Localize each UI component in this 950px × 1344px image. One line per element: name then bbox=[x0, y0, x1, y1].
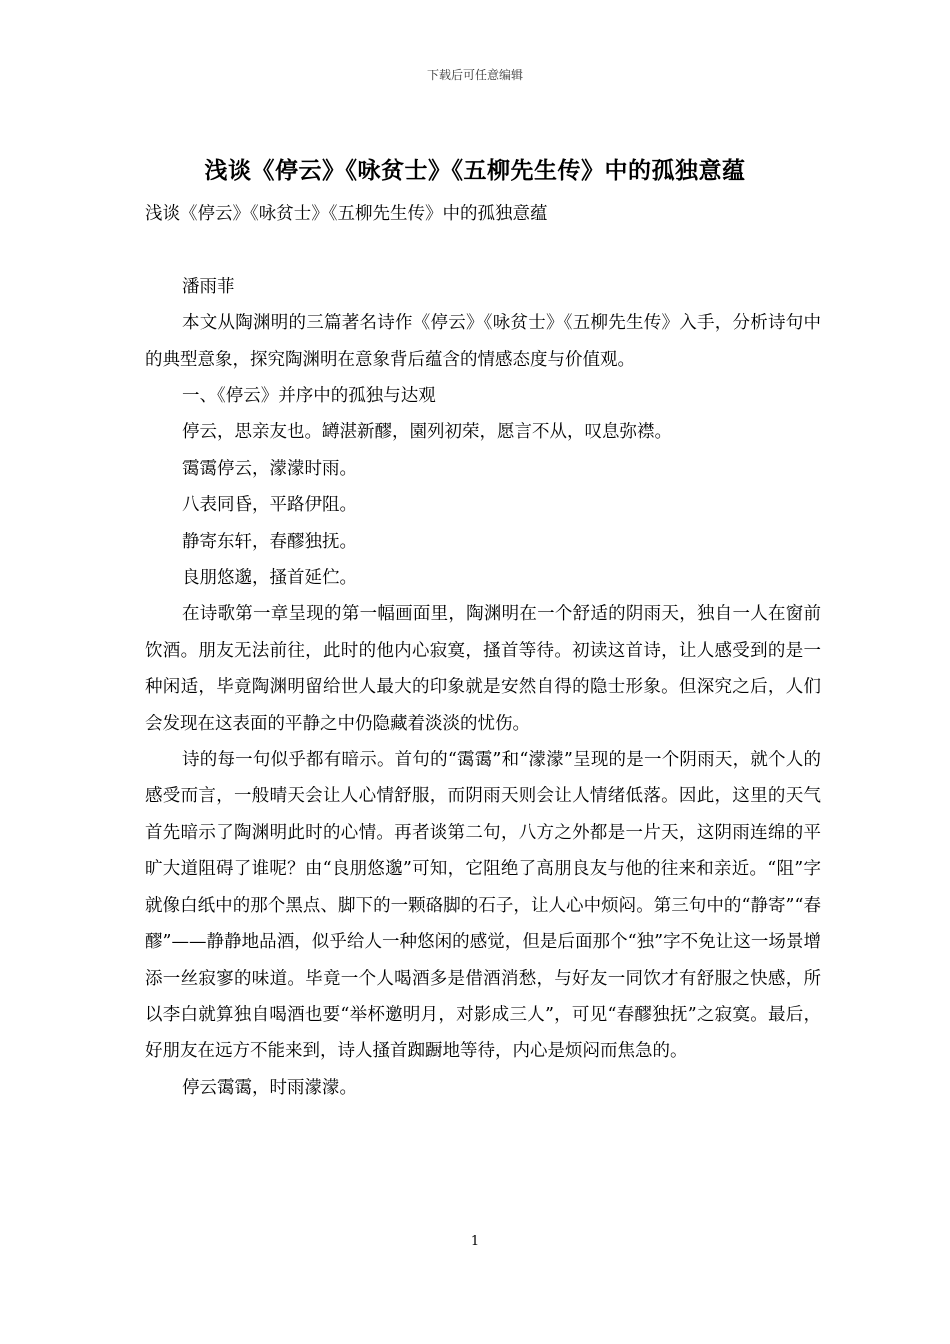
document-body bbox=[145, 196, 821, 1106]
poem-line: 八表同昏，平路伊阻。 bbox=[182, 495, 357, 516]
poem-line: 停云霭霭，时雨濛濛。 bbox=[182, 1077, 357, 1098]
poem-preface: 停云，思亲友也。罇湛新醪，園列初荣，愿言不从，叹息弥襟。 bbox=[182, 422, 672, 443]
body-paragraph: 在诗歌第一章呈现的第一幅画面里，陶渊明在一个舒适的阴雨天，独自一人在窗前饮酒。朋友无法前往，此时的他内心寂寞，搔首等待。初读这首诗，让人感受到的是一种闲适，毕竟陶渊明留给世人最大的印象就是安然自得的隐士形象。但深究之后，人们会发现在这表面的平静之中仍隐藏着淡淡的忧伤。 bbox=[145, 604, 821, 734]
section-heading: 一、《停云》并序中的孤独与达观 bbox=[182, 386, 436, 407]
body-paragraph: 诗的每一句似乎都有暗示。首句的“霭霭”和“濛濛”呈现的是一个阴雨天，就个人的感受而言，一般晴天会让人心情舒服，而阴雨天则会让人情绪低落。因此，这里的天气首先暗示了陶渊明此时的心情。再者谈第二句，八方之外都是一片天，这阴雨连绵的平旷大道阻碍了谁呢？由“良朋悠邈”可知，它阻绝了高朋良友与他的往来和亲近。“阻”字就像白纸中的那个黑点、脚下的一颗硌脚的石子，让人心中烦闷。第三句中的“静寄”“春醪”——静静地品酒，似乎给人一种悠闲的感觉，但是后面那个“独”字不免让这一场景增添一丝寂寥的味道。毕竟一个人喝酒多是借酒消愁，与好友一同饮才有舒服之快感，所以李白就算独自喝酒也要“举杯邀明月，对影成三人”，可见“春醪独抚”之寂寞。最后，好朋友在远方不能来到，诗人搔首踟蹰地等待，内心是烦闷而焦急的。 bbox=[145, 750, 821, 1062]
document-subtitle: 浅谈《停云》《咏贫士》《五柳先生传》中的孤独意蕴 bbox=[145, 204, 548, 224]
poem-line: 良朋悠邈，搔首延伫。 bbox=[182, 568, 357, 589]
poem-line: 静寄东轩，春醪独抚。 bbox=[182, 531, 357, 552]
page-number: 1 bbox=[470, 1234, 480, 1249]
author-name: 潘雨菲 bbox=[182, 276, 235, 297]
page-header-note: 下载后可任意编辑 bbox=[426, 68, 523, 82]
blank-line bbox=[145, 232, 821, 268]
document-title: 浅谈《停云》《咏贫士》《五柳先生传》中的孤独意蕴 bbox=[204, 157, 746, 184]
abstract-paragraph: 本文从陶渊明的三篇著名诗作《停云》《咏贫士》《五柳先生传》入手，分析诗句中的典型意象，探究陶渊明在意象背后蕴含的情感态度与价值观。 bbox=[145, 313, 821, 370]
poem-line: 霭霭停云，濛濛时雨。 bbox=[182, 458, 357, 479]
